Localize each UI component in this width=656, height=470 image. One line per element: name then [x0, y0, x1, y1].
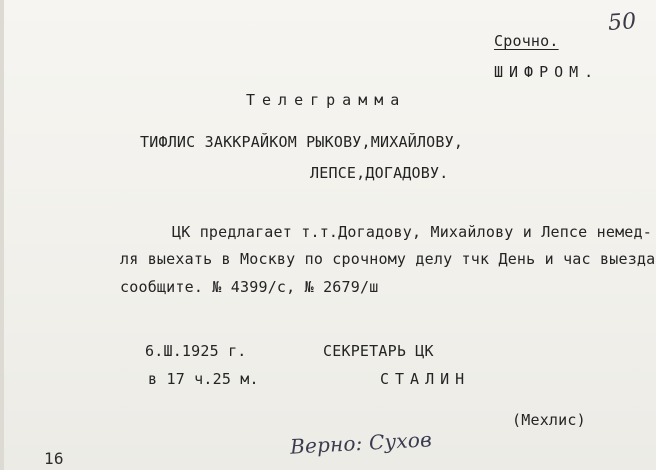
certification-stamp: Верно: Сухов [289, 427, 433, 459]
urgency-label: Срочно. [494, 32, 559, 50]
body-line-2: ля выехать в Москву по срочному делу тчк День и час выезда [120, 250, 656, 268]
body-line-3: сообщите. № 4399/с, № 2679/ш [120, 278, 379, 296]
body-line-1: ЦК предлагает т.т.Догадову, Михайлову и Лепсе немед- [172, 223, 652, 241]
cipher-label: ШИФРОМ. [494, 63, 600, 81]
document-title: Телеграмма [246, 91, 407, 109]
signature-name: СТАЛИН [380, 370, 471, 388]
signature-title: СЕКРЕТАРЬ ЦК [323, 342, 434, 360]
sheet-number: 16 [44, 449, 64, 468]
addressee-line-2: ЛЕПСЕ,ДОГАДОВУ. [310, 164, 449, 182]
signature-note: (Мехлис) [512, 411, 586, 429]
addressee-line-1: ТИФЛИС ЗАККРАЙКОМ РЫКОВУ,МИХАЙЛОВУ, [140, 133, 464, 151]
time-line: в 17 ч.25 м. [148, 370, 259, 388]
date-line: 6.Ш.1925 г. [145, 342, 247, 360]
page-number: 50 [606, 9, 637, 36]
